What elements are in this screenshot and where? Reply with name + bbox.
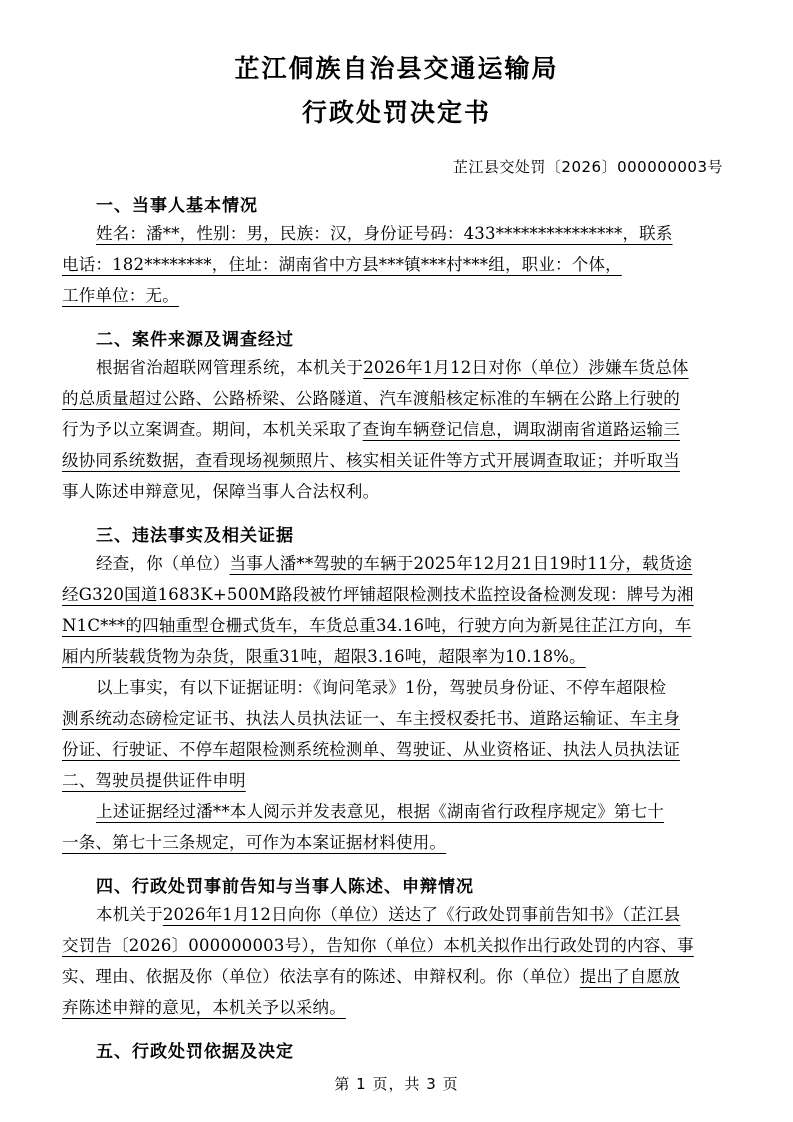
section-4-text-c: 实、理由、依据及你（单位）依法享有的陈述、申辩权利。你（单位） [62,967,580,986]
section-3-line-5: 以上事实，有以下证据证明：《询问笔录》1份，驾驶员身份证、不停车超限检 [96,678,667,697]
section-3-line-4: 厢内所装载货物为杂货，限重31吨，超限3.16吨，超限率为10.18%。 [62,647,586,666]
section-4-text-a: 本机关于 [96,905,163,924]
section-2-line-5: 事人陈述申辩意见，保障当事人合法权利。 [62,482,380,501]
section-heading-3: 三、违法事实及相关证据 [96,526,294,546]
document-number: 芷江县交处罚〔2026〕000000003号 [452,158,723,176]
section-2-line-3 [62,414,731,445]
section-3-text-a: 经查，你（单位） [96,554,230,573]
section-1-line-2: 电话：182********，住址：湖南省中方县***镇***村***组，职业：个体， [62,255,622,274]
page-title: 芷江侗族自治县交通运输局 [234,54,559,83]
section-heading-5: 五、行政处罚依据及决定 [96,1042,294,1062]
section-3-line-2: 经G320国道1683K+500M路段被竹坪铺超限检测技术监控设备检测发现：牌号为湘 [62,585,694,604]
section-3-line-3: N1C***的四轴重型仓栅式货车，车货总重34.16吨，行驶方向为新晃往芷江方向，车 [62,616,692,635]
section-2-text-c: 行为予以立案调查。期间，本机关采取了 [62,420,363,439]
section-2-line-2: 的总质量超过公路、公路桥梁、公路隧道、汽车渡船核定标准的车辆在公路上行驶的 [62,389,680,408]
section-4-line-4: 弃陈述申辩的意见，本机关予以采纳。 [62,998,346,1017]
section-4-line-1 [62,899,731,930]
section-2-text-a: 根据省治超联网管理系统，本机关于 [96,358,364,377]
section-4-text-d: 提出了自愿放 [579,967,680,986]
section-heading-1: 一、当事人基本情况 [96,196,258,216]
section-2-date: 2026年1月12日 [363,358,489,377]
section-4-text-b: 向你（单位）送达了《行政处罚事前告知书》（芷江县 [287,905,681,924]
section-2-text-b: 对你（单位）涉嫌车货总体 [488,358,689,377]
section-3-line-7: 份证、行驶证、不停车超限检测系统检测单、驾驶证、从业资格证、执法人员执法证 [62,740,680,759]
section-1-line-3: 工作单位：无。 [62,286,179,305]
section-1-line-1: 姓名：潘**，性别：男，民族：汉，身份证号码：433***************，联系 [96,224,673,243]
section-4-line-3 [62,961,731,992]
page-footer: 第 1 页，共 3 页 [334,1075,459,1093]
section-4-date: 2026年1月12日 [162,905,288,924]
section-heading-2: 二、案件来源及调查经过 [96,330,294,350]
section-3-line-6: 测系统动态磅检定证书、执法人员执法证一、车主授权委托书、道路运输证、车主身 [62,709,680,728]
section-2-text-d: 查询车辆登记信息，调取湖南省道路运输三 [362,420,680,439]
section-2-line-1 [62,352,731,383]
section-3-line-9: 上述证据经过潘**本人阅示并发表意见，根据《湖南省行政程序规定》第七十 [96,802,664,821]
section-3-line-10: 一条、第七十三条规定，可作为本案证据材料使用。 [62,833,447,852]
section-heading-4: 四、行政处罚事前告知与当事人陈述、申辩情况 [96,877,474,897]
section-3-line-8: 二、驾驶员提供证件申明 [62,771,246,790]
page-subtitle: 行政处罚决定书 [301,98,491,127]
section-3-text-b: 当事人潘**驾驶的车辆于2025年12月21日19时11分，载货途 [229,554,693,573]
section-4-line-2: 交罚告〔2026〕000000003号），告知你（单位）本机关拟作出行政处罚的内容、事 [62,936,694,955]
section-2-line-4: 级协同系统数据，查看现场视频照片、核实相关证件等方式开展调查取证；并听取当 [62,451,680,470]
section-3-line-1 [62,548,731,579]
